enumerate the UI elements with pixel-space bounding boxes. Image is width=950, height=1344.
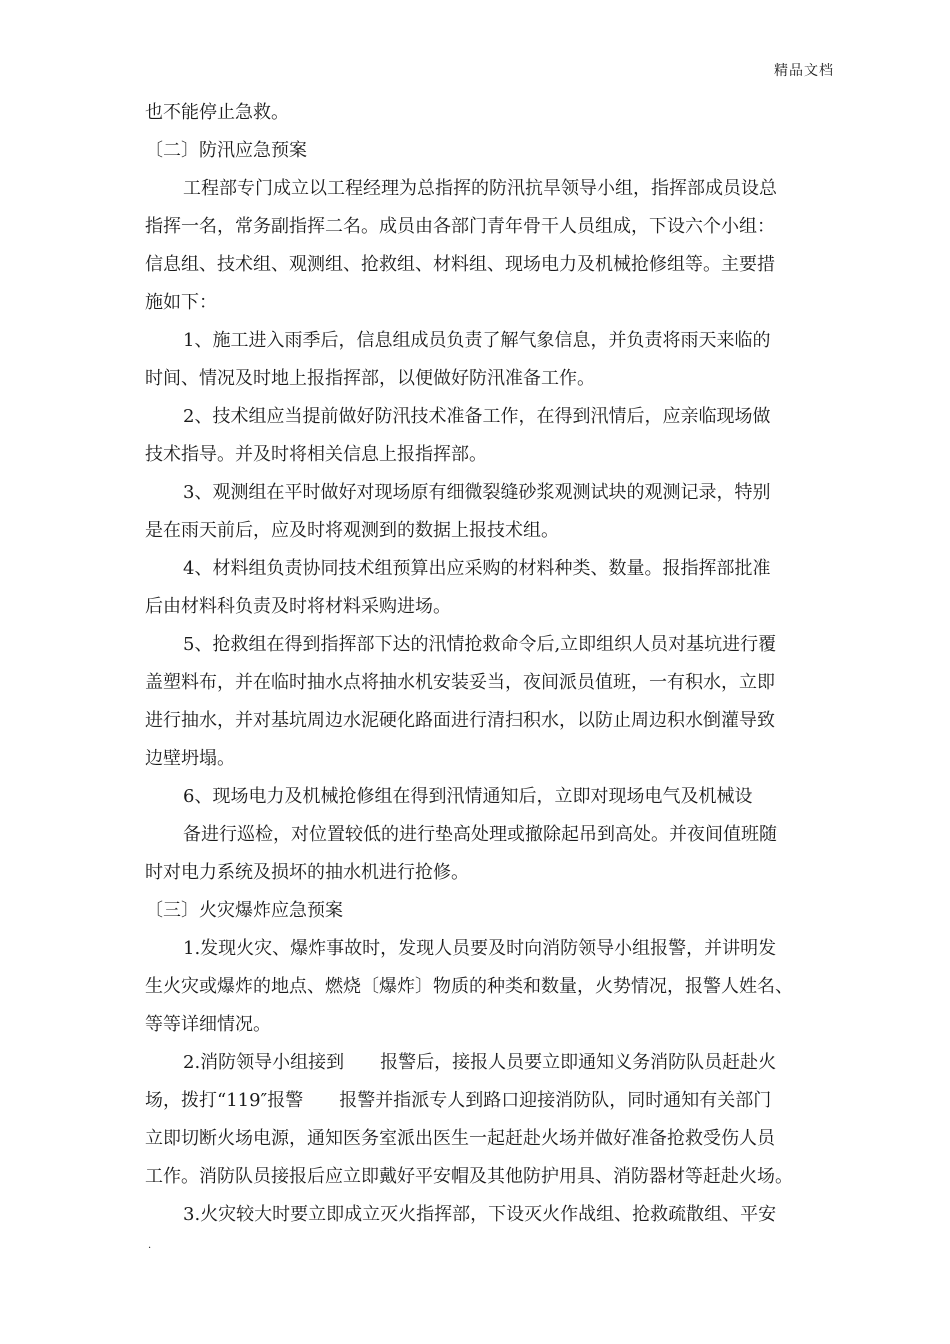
text-line: 时对电力系统及损坏的抽水机进行抢修。 <box>145 862 469 883</box>
text-line: 边壁坍塌。 <box>145 748 235 769</box>
text-line: 立即切断火场电源，通知医务室派出医生一起赶赴火场并做好准备抢救受伤人员 <box>145 1128 775 1149</box>
text-line: 3.火灾较大时要立即成立灭火指挥部，下设灭火作战组、抢救疏散组、平安 <box>183 1204 777 1225</box>
text-line: 6、现场电力及机械抢修组在得到汛情通知后，立即对现场电气及机械设 <box>183 786 753 807</box>
text-line: 场，拨打“119″报警 报警并指派专人到路口迎接消防队，同时通知有关部门 <box>145 1090 772 1111</box>
text-line: 生火灾或爆炸的地点、燃烧〔爆炸〕物质的种类和数量，火势情况，报警人姓名、 <box>145 976 793 997</box>
text-line: 技术指导。并及时将相关信息上报指挥部。 <box>145 444 487 465</box>
document-body <box>145 94 815 1234</box>
text-line: 5、抢救组在得到指挥部下达的汛情抢救命令后,立即组织人员对基坑进行覆 <box>183 634 777 655</box>
section-heading: 〔二〕防汛应急预案 <box>145 140 307 161</box>
text-line: 备进行巡检，对位置较低的进行垫高处理或撤除起吊到高处。并夜间值班随 <box>183 824 777 845</box>
text-line: 时间、情况及时地上报指挥部，以便做好防汛准备工作。 <box>145 368 595 389</box>
text-line: 2、技术组应当提前做好防汛技术准备工作，在得到汛情后，应亲临现场做 <box>183 406 771 427</box>
text-line: 指挥一名，常务副指挥二名。成员由各部门青年骨干人员组成，下设六个小组： <box>145 216 775 237</box>
section-heading: 〔三〕火灾爆炸应急预案 <box>145 900 343 921</box>
text-line: 工作。消防队员接报后应立即戴好平安帽及其他防护用具、消防器材等赶赴火场。 <box>145 1166 793 1187</box>
text-line: 2.消防领导小组接到 报警后，接报人员要立即通知义务消防队员赶赴火 <box>183 1052 777 1073</box>
text-line: 等等详细情况。 <box>145 1014 271 1035</box>
text-line: 3、观测组在平时做好对现场原有细微裂缝砂浆观测试块的观测记录，特别 <box>183 482 771 503</box>
text-line: 也不能停止急救。 <box>145 102 289 123</box>
text-line: 1.发现火灾、爆炸事故时，发现人员要及时向消防领导小组报警，并讲明发 <box>183 938 777 959</box>
text-line: 后由材料科负责及时将材料采购进场。 <box>145 596 451 617</box>
text-line: 工程部专门成立以工程经理为总指挥的防汛抗旱领导小组，指挥部成员设总 <box>183 178 777 199</box>
text-line: 信息组、技术组、观测组、抢救组、材料组、现场电力及机械抢修组等。主要措 <box>145 254 775 275</box>
footer-mark: . <box>148 1240 152 1251</box>
header-mark: 精品文档 <box>774 63 834 79</box>
text-line: 1、施工进入雨季后，信息组成员负责了解气象信息，并负责将雨天来临的 <box>183 330 771 351</box>
text-line: 盖塑料布，并在临时抽水点将抽水机安装妥当，夜间派员值班，一有积水，立即 <box>145 672 775 693</box>
text-line: 4、材料组负责协同技术组预算出应采购的材料种类、数量。报指挥部批准 <box>183 558 771 579</box>
text-line: 进行抽水，并对基坑周边水泥硬化路面进行清扫积水，以防止周边积水倒灌导致 <box>145 710 775 731</box>
text-line: 施如下： <box>145 292 217 313</box>
text-line: 是在雨天前后，应及时将观测到的数据上报技术组。 <box>145 520 559 541</box>
